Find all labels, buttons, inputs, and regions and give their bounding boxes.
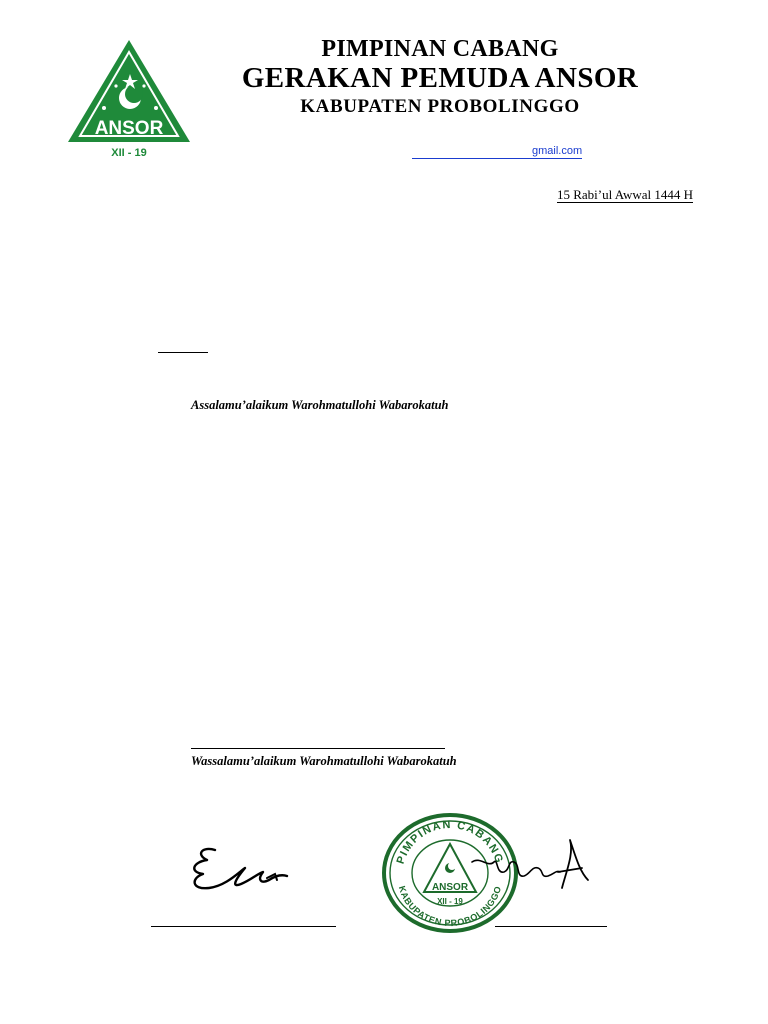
svg-text:PIMPINAN CABANG: PIMPINAN CABANG — [394, 818, 506, 866]
signature-left-icon — [185, 838, 295, 903]
ansor-logo-icon — [64, 38, 194, 160]
svg-text:KABUPATEN PROBOLINGGO: KABUPATEN PROBOLINGGO — [396, 884, 504, 929]
svg-text:ANSOR: ANSOR — [94, 118, 164, 139]
letter-date: 15 Rabi’ul Awwal 1444 H — [556, 187, 693, 202]
signature-right-icon — [470, 832, 600, 902]
closing-divider — [191, 748, 445, 749]
letterhead-line-1: PIMPINAN CABANG — [321, 36, 559, 62]
signature-line-left — [151, 926, 336, 927]
signature-line-right — [495, 926, 607, 927]
svg-text:XII - 19: XII - 19 — [111, 147, 147, 159]
closing-greeting: Wassalamu’alaikum Warohmatullohi Wabarokatuh — [191, 754, 457, 768]
svg-text:XII - 19: XII - 19 — [437, 897, 463, 906]
svg-text:ANSOR: ANSOR — [431, 882, 469, 893]
letterhead-line-3: KABUPATEN PROBOLINGGO — [300, 96, 580, 117]
opening-greeting: Assalamu’alaikum Warohmatullohi Wabarokatuh — [191, 398, 449, 412]
email-link[interactable]: gmail.com — [412, 145, 582, 159]
recipient-line — [158, 352, 208, 353]
letterhead-line-2: GERAKAN PEMUDA ANSOR — [241, 62, 639, 94]
